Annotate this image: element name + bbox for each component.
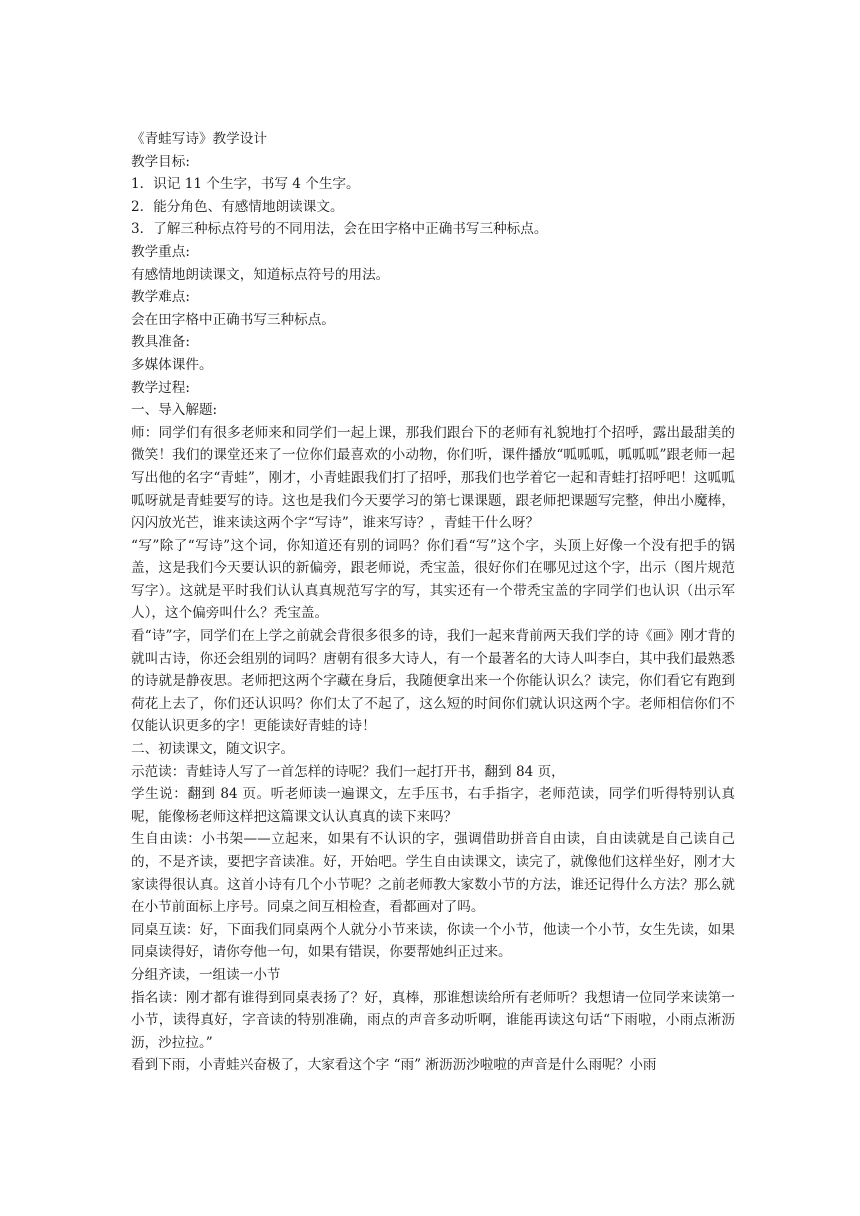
section2-paragraph: 生自由读：小书架——立起来，如果有不认识的字，强调借助拼音自由读，自由读就是自己读自己的，不是齐读，要把字音读准。好，开始吧。学生自由读课文，读完了，就像他们这样坐好，刚才大家读得很认真。这首小诗有几个小节呢？之前老师教大家数小节的方法，谁还记得什么方法？那么就在小节前面标上序号。同桌之间互相检查，看都画对了吗。 bbox=[131, 831, 735, 916]
section2-paragraph: 看到下雨，小青蛙兴奋极了，大家看这个字 “雨” 淅沥沥沙啦啦的声音是什么雨呢？小雨 bbox=[131, 1057, 657, 1074]
section1-paragraph: “写”除了“写诗”这个词，你知道还有别的词吗？你们看“写”这个字，头顶上好像一个没有把手的锅盖，这是我们今天要认识的新偏旁，跟老师说，秃宝盖，很好你们在哪见过这个字，出示（图片规范写字）。这就是平时我们认认真真规范写字的写，其实还有一个带秃宝盖的字同学们也认识（出示军人），这个偏旁叫什么？秃宝盖。 bbox=[131, 537, 735, 622]
materials-heading: 教具准备: bbox=[131, 334, 190, 351]
section2-paragraph: 学生说：翻到 84 页。听老师读一遍课文，左手压书，右手指字，老师范读，同学们听得特别认真呢，能像杨老师这样把这篇课文认认真真的读下来吗？ bbox=[131, 786, 735, 825]
document-title: 《青蛙写诗》教学设计 bbox=[131, 131, 267, 147]
section2-paragraph: 指名读：刚才都有谁得到同桌表扬了？好，真棒，那谁想读给所有老师听？我想请一位同学来读第一小节，读得真好，字音读的特别准确，雨点的声音多动听啊，谁能再读这句话“下雨啦，小雨点淅沥沥，沙拉拉。” bbox=[131, 989, 735, 1051]
process-heading: 教学过程: bbox=[131, 379, 190, 396]
key-points-text: 有感情地朗读课文，知道标点符号的用法。 bbox=[131, 266, 390, 283]
objective-item-1: 1．识记 11 个生字，书写 4 个生字。 bbox=[131, 176, 360, 193]
section2-paragraph: 示范读：青蛙诗人写了一首怎样的诗呢？我们一起打开书，翻到 84 页， bbox=[131, 763, 565, 780]
section1-heading: 一、导入解题: bbox=[131, 402, 218, 419]
section1-paragraph: 师：同学们有很多老师来和同学们一起上课，那我们跟台下的老师有礼貌地打个招呼，露出最甜美的微笑！我们的课堂还来了一位你们最喜欢的小动物，你们听，课件播放“呱呱呱，呱呱呱”跟老师一起写出他的名字“青蛙”，刚才，小青蛙跟我们打了招呼，那我们也学着它一起和青蛙打招呼吧！这呱呱呱呀就是青蛙要写的诗。这也是我们今天要学习的第七课课题，跟老师把课题写完整，伸出小魔棒，闪闪放光芒，谁来读这两个字“写诗”，谁来写诗？，青蛙干什么呀？ bbox=[131, 424, 735, 532]
section2-paragraph: 同桌互读：好，下面我们同桌两个人就分小节来读，你读一个小节，他读一个小节，女生先读，如果同桌读得好，请你夸他一句，如果有错误，你要帮她纠正过来。 bbox=[131, 921, 735, 961]
objectives-heading: 教学目标: bbox=[131, 153, 190, 170]
difficulties-heading: 教学难点: bbox=[131, 289, 190, 306]
section1-paragraph: 看“诗”字，同学们在上学之前就会背很多很多的诗，我们一起来背前两天我们学的诗《画》刚才背的就叫古诗，你还会组别的词吗？唐朝有很多大诗人，有一个最著名的大诗人叫李白，其中我们最熟悉的诗就是静夜思。老师把这两个字藏在身后，我随便拿出来一个你能认识么？读完，你们看它有跑到荷花上去了，你们还认识吗？你们太了不起了，这么短的时间你们就认识这两个字。老师相信你们不仅能认识更多的字！更能读好青蛙的诗！ bbox=[131, 628, 735, 735]
key-points-heading: 教学重点: bbox=[131, 243, 190, 260]
document-body bbox=[131, 128, 735, 1077]
section2-paragraph: 分组齐读，一组读一小节 bbox=[131, 966, 281, 983]
objective-item-2: 2．能分角色、有感情地朗读课文。 bbox=[131, 198, 344, 215]
materials-text: 多媒体课件。 bbox=[131, 356, 213, 373]
objective-item-3: 3．了解三种标点符号的不同用法，会在田字格中正确书写三种标点。 bbox=[131, 221, 548, 238]
difficulties-text: 会在田字格中正确书写三种标点。 bbox=[131, 311, 335, 328]
section2-heading: 二、初读课文，随文识字。 bbox=[131, 741, 295, 758]
